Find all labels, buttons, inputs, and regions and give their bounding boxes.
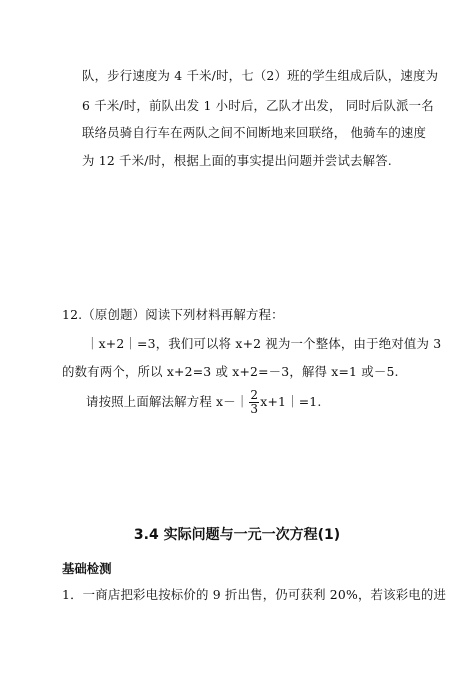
problem-11-line-3: 联络员骑自行车在两队之间不间断地来回联络， 他骑车的速度 [82,125,427,140]
problem-12-material-line-1: ｜x+2｜=3，我们可以将 x+2 视为一个整体，由于绝对值为 3 [86,336,442,351]
problem-12-material-line-2: 的数有两个，所以 x+2=3 或 x+2=－3，解得 x=1 或－5. [62,364,399,379]
problem-12-equation-line [86,389,322,416]
fraction-denominator: 3 [250,402,259,416]
fraction-two-thirds [249,389,259,416]
problem-11-line-1: 队，步行速度为 4 千米/时，七（2）班的学生组成后队，速度为 [82,68,439,83]
question-1-text: 1．一商店把彩电按标价的 9 折出售，仍可获利 20%，若该彩电的进 [62,587,447,602]
problem-11-line-2: 6 千米/时，前队出发 1 小时后，乙队才出发， 同时后队派一名 [82,98,434,113]
equation-prefix: 请按照上面解法解方程 x－｜ [86,394,249,409]
problem-12-title: 12.（原创题）阅读下列材料再解方程： [62,307,284,322]
section-heading: 3.4 实际问题与一元一次方程(1) [133,527,341,543]
fraction-numerator: 2 [250,388,259,402]
section-subheading: 基础检测 [62,561,112,576]
problem-11-line-4: 为 12 千米/时，根据上面的事实提出问题并尝试去解答. [82,153,392,168]
equation-suffix: x+1｜=1. [260,394,322,409]
